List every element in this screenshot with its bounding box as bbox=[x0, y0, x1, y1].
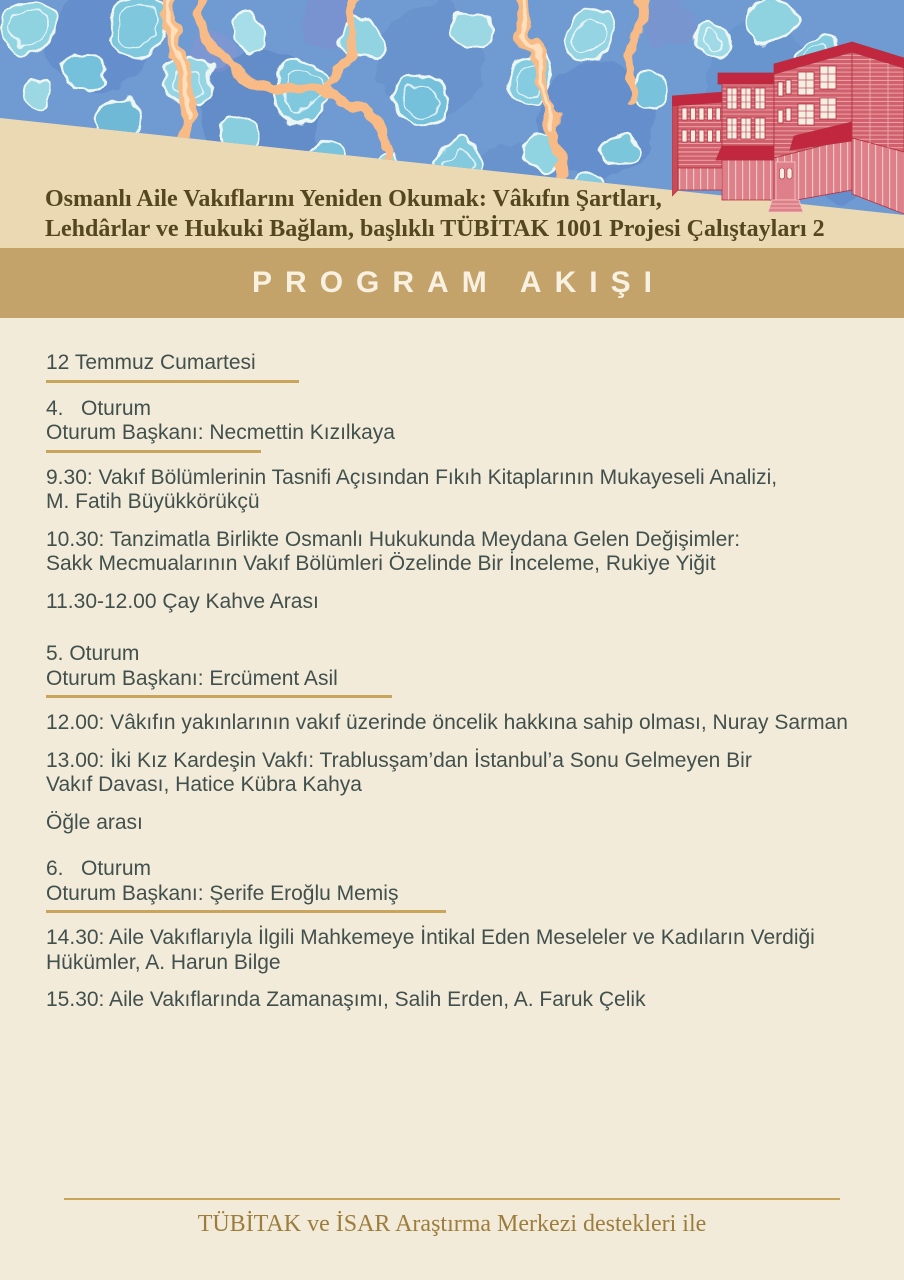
session-chair: Oturum Başkanı: Şerife Eroğlu Memiş bbox=[46, 881, 399, 905]
schedule-item bbox=[46, 466, 876, 515]
session-number: 4. Oturum bbox=[46, 396, 152, 420]
session-chair: Oturum Başkanı: Necmettin Kızılkaya bbox=[46, 421, 395, 444]
footer-credit: TÜBİTAK ve İSAR Araştırma Merkezi destekleri ile bbox=[197, 1211, 707, 1237]
schedule-item bbox=[46, 528, 876, 577]
item-line: 13.00: İki Kız Kardeşin Vakfı: Trablusşam’dan İstanbul’a Sonu Gelmeyen Bir bbox=[46, 748, 752, 772]
date-heading: 12 Temmuz Cumartesi bbox=[46, 351, 256, 374]
item-line: 14.30: Aile Vakıflarıyla İlgili Mahkemeye İntikal Eden Meseleler ve Kadıların Verdiği bbox=[46, 926, 815, 949]
gold-underline bbox=[46, 450, 261, 453]
break-item bbox=[46, 811, 876, 836]
program-banner bbox=[0, 248, 904, 318]
item-line: Hükümler, A. Harun Bilge bbox=[46, 950, 281, 974]
session-chair: Oturum Başkanı: Ercüment Asil bbox=[46, 666, 338, 690]
gold-underline bbox=[46, 910, 446, 913]
schedule-item bbox=[46, 749, 876, 798]
schedule-item bbox=[46, 711, 876, 736]
event-title bbox=[45, 184, 825, 244]
event-title-line1: Osmanlı Aile Vakıflarını Yeniden Okumak: Vâkıfın Şartları, bbox=[45, 186, 662, 212]
schedule-item bbox=[46, 988, 876, 1013]
item-line: Vakıf Davası, Hatice Kübra Kahya bbox=[46, 773, 362, 796]
schedule-item bbox=[46, 926, 876, 975]
session-number: 5. Oturum bbox=[46, 642, 140, 665]
gold-underline bbox=[46, 695, 392, 698]
session-5 bbox=[46, 642, 876, 698]
session-number: 6. Oturum bbox=[46, 857, 152, 880]
item-line: 15.30: Aile Vakıflarında Zamanaşımı, Salih Erden, A. Faruk Çelik bbox=[46, 988, 646, 1011]
item-line: 9.30: Vakıf Bölümlerinin Tasnifi Açısından Fıkıh Kitaplarının Mukayeseli Analizi, bbox=[46, 465, 778, 489]
break-label: 11.30-12.00 Çay Kahve Arası bbox=[46, 589, 319, 613]
item-line: M. Fatih Büyükkörükçü bbox=[46, 490, 260, 513]
gold-underline bbox=[46, 380, 299, 383]
footer-rule bbox=[64, 1198, 840, 1200]
item-line: Sakk Mecmualarının Vakıf Bölümleri Özelinde Bir İnceleme, Rukiye Yiğit bbox=[46, 552, 716, 575]
item-line: 12.00: Vâkıfın yakınlarının vakıf üzerinde öncelik hakkına sahip olması, Nuray Sarman bbox=[46, 711, 848, 734]
session-4 bbox=[46, 397, 876, 453]
schedule bbox=[46, 318, 876, 1013]
session-6 bbox=[46, 857, 876, 913]
break-label: Öğle arası bbox=[46, 810, 143, 834]
program-banner-label: PROGRAM AKIŞI bbox=[252, 266, 665, 299]
header bbox=[0, 0, 904, 248]
break-item bbox=[46, 590, 876, 615]
date-heading-block bbox=[46, 351, 876, 383]
item-line: 10.30: Tanzimatla Birlikte Osmanlı Hukukunda Meydana Gelen Değişimler: bbox=[46, 527, 741, 551]
event-title-line2: Lehdârlar ve Hukuki Bağlam, başlıklı TÜBİTAK 1001 Projesi Çalıştayları 2 bbox=[45, 216, 825, 242]
